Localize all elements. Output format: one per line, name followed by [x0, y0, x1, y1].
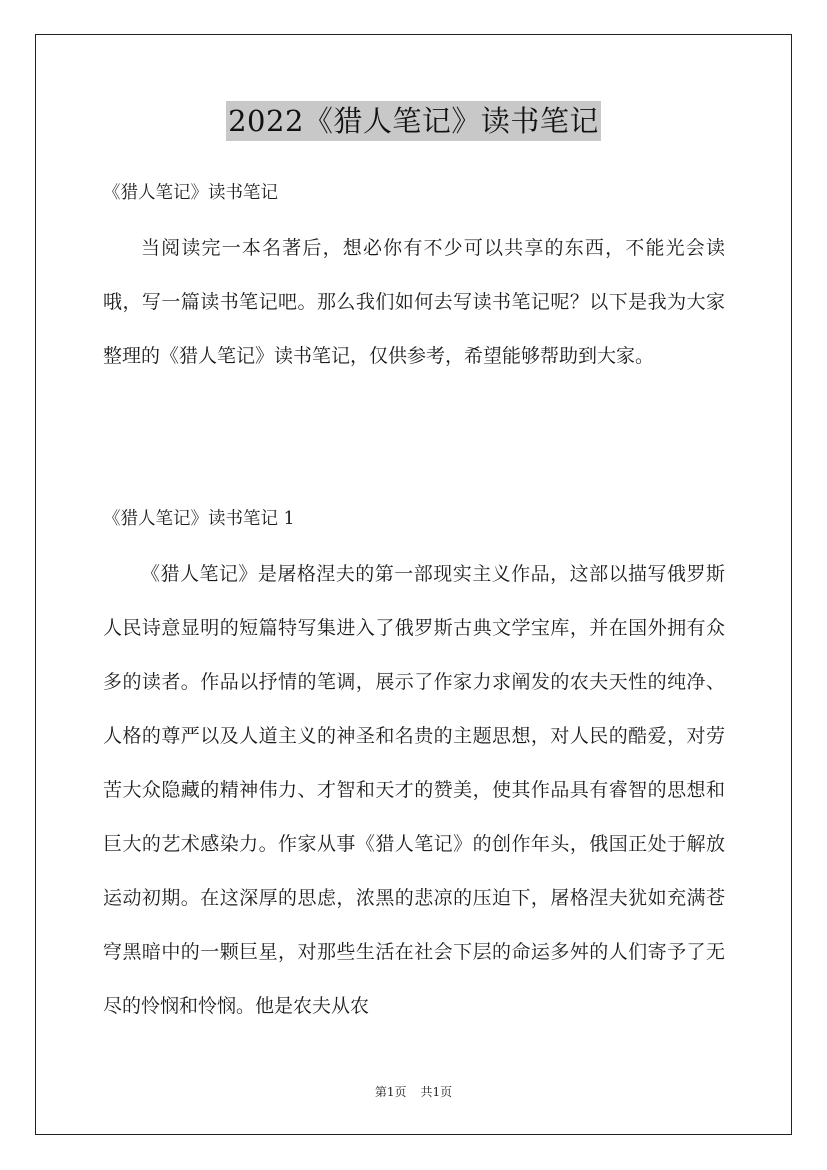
section1-paragraph: 《猎人笔记》是屠格涅夫的第一部现实主义作品，这部以描写俄罗斯人民诗意显明的短篇特写集进入了俄罗斯古典文学宝库，并在国外拥有众多的读者。作品以抒情的笔调，展示了作家力求阐发的农夫天性的纯净、人格的尊严以及人道主义的神圣和名贵的主题思想，对人民的酷爱，对劳苦大众隐藏的精神伟力、才智和天才的赞美，使其作品具有睿智的思想和巨大的艺术感染力。作家从事《猎人笔记》的创作年头，俄国正处于解放运动初期。在这深厚的思虑，浓黑的悲凉的压迫下，屠格涅夫犹如充满苍穹黑暗中的一颗巨星，对那些生活在社会下层的命运多舛的人们寄予了无尽的怜悯和怜悯。他是农夫从农 — [103, 563, 725, 1017]
page-footer — [0, 1084, 827, 1100]
intro-paragraph: 当阅读完一本名著后，想必你有不少可以共享的东西，不能光会读哦，写一篇读书笔记吧。那么我们如何去写读书笔记呢？以下是我为大家整理的《猎人笔记》读书笔记，仅供参考，希望能够帮助到大家。 — [103, 237, 725, 367]
page-number: 第1页 — [374, 1085, 407, 1099]
section1-heading: 《猎人笔记》读书笔记 1 — [103, 509, 295, 529]
document-title: 2022《猎人笔记》读书笔记 — [226, 101, 601, 141]
title-container — [0, 101, 827, 141]
page-total: 共1页 — [420, 1085, 453, 1099]
intro-heading: 《猎人笔记》读书笔记 — [103, 183, 278, 203]
